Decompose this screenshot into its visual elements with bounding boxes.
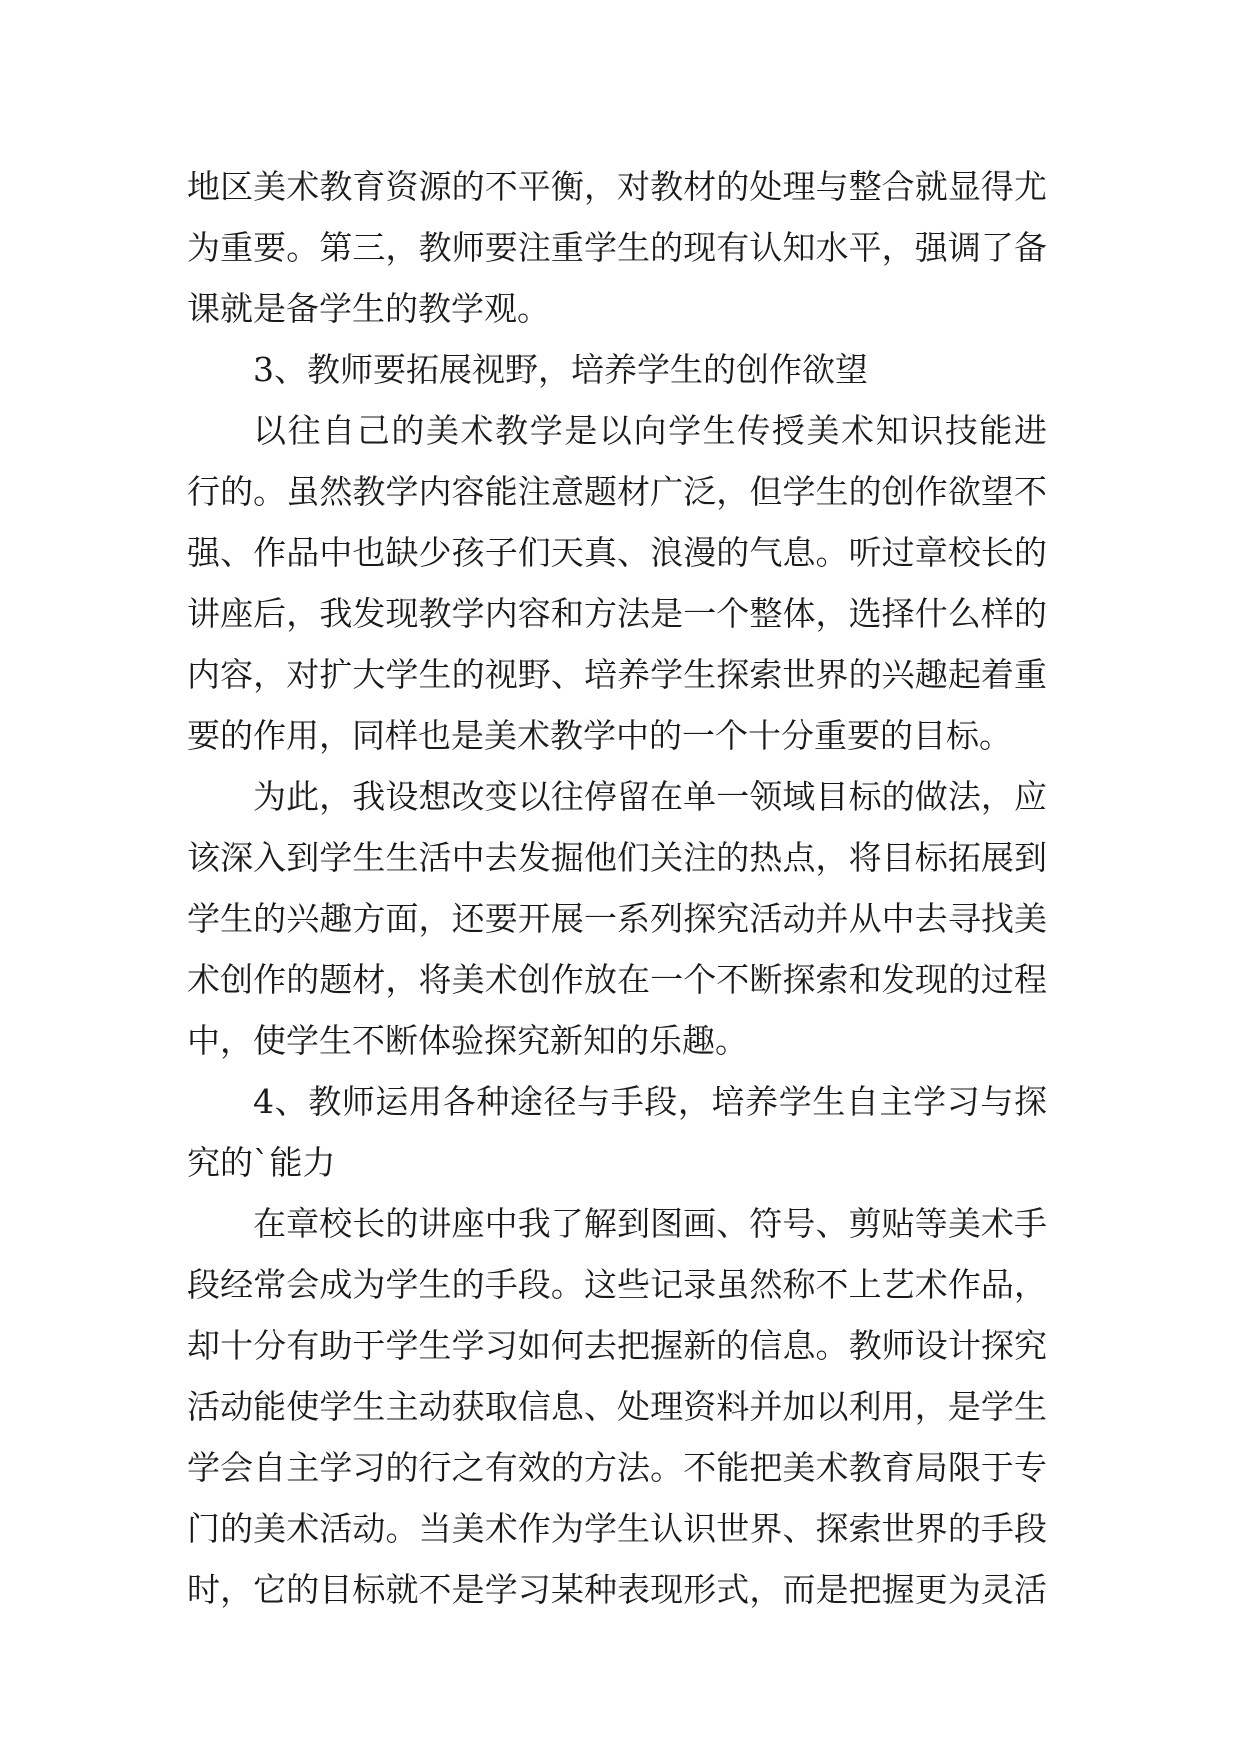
- text-line: 术创作的题材，将美术创作放在一个不断探索和发现的过程: [187, 960, 1047, 999]
- document-page: [187, 156, 1047, 1620]
- text-line: 时，它的目标就不是学习某种表现形式，而是把握更为灵活: [187, 1570, 1047, 1609]
- text-line: 强、作品中也缺少孩子们天真、浪漫的气息。听过章校长的: [187, 533, 1047, 572]
- text-line: 该深入到学生生活中去发掘他们关注的热点，将目标拓展到: [187, 838, 1047, 877]
- text-line: 以往自己的美术教学是以向学生传授美术知识技能进: [253, 411, 1047, 450]
- text-line: 门的美术活动。当美术作为学生认识世界、探索世界的手段: [187, 1509, 1047, 1548]
- text-line: 讲座后，我发现教学内容和方法是一个整体，选择什么样的: [187, 594, 1047, 633]
- text-line: 学会自主学习的行之有效的方法。不能把美术教育局限于专: [187, 1448, 1047, 1487]
- text-line: 行的。虽然教学内容能注意题材广泛，但学生的创作欲望不: [187, 472, 1047, 511]
- text-line: 却十分有助于学生学习如何去把握新的信息。教师设计探究: [187, 1326, 1047, 1365]
- text-line: 内容，对扩大学生的视野、培养学生探索世界的兴趣起着重: [187, 655, 1047, 694]
- text-line: 4、教师运用各种途径与手段，培养学生自主学习与探: [253, 1082, 1047, 1121]
- text-line: 段经常会成为学生的手段。这些记录虽然称不上艺术作品，: [187, 1265, 1047, 1304]
- text-line: 为重要。第三，教师要注重学生的现有认知水平，强调了备: [187, 228, 1047, 267]
- text-line: 究的`能力: [187, 1143, 336, 1182]
- text-line: 为此，我设想改变以往停留在单一领域目标的做法，应: [253, 777, 1047, 816]
- text-line: 中，使学生不断体验探究新知的乐趣。: [187, 1021, 748, 1060]
- text-line: 在章校长的讲座中我了解到图画、符号、剪贴等美术手: [253, 1204, 1047, 1243]
- text-line: 活动能使学生主动获取信息、处理资料并加以利用，是学生: [187, 1387, 1047, 1426]
- text-line: 地区美术教育资源的不平衡，对教材的处理与整合就显得尤: [187, 167, 1047, 206]
- text-line: 课就是备学生的教学观。: [187, 289, 550, 328]
- text-line: 学生的兴趣方面，还要开展一系列探究活动并从中去寻找美: [187, 899, 1047, 938]
- text-line: 要的作用，同样也是美术教学中的一个十分重要的目标。: [187, 716, 1012, 755]
- text-line: 3、教师要拓展视野，培养学生的创作欲望: [253, 350, 868, 389]
